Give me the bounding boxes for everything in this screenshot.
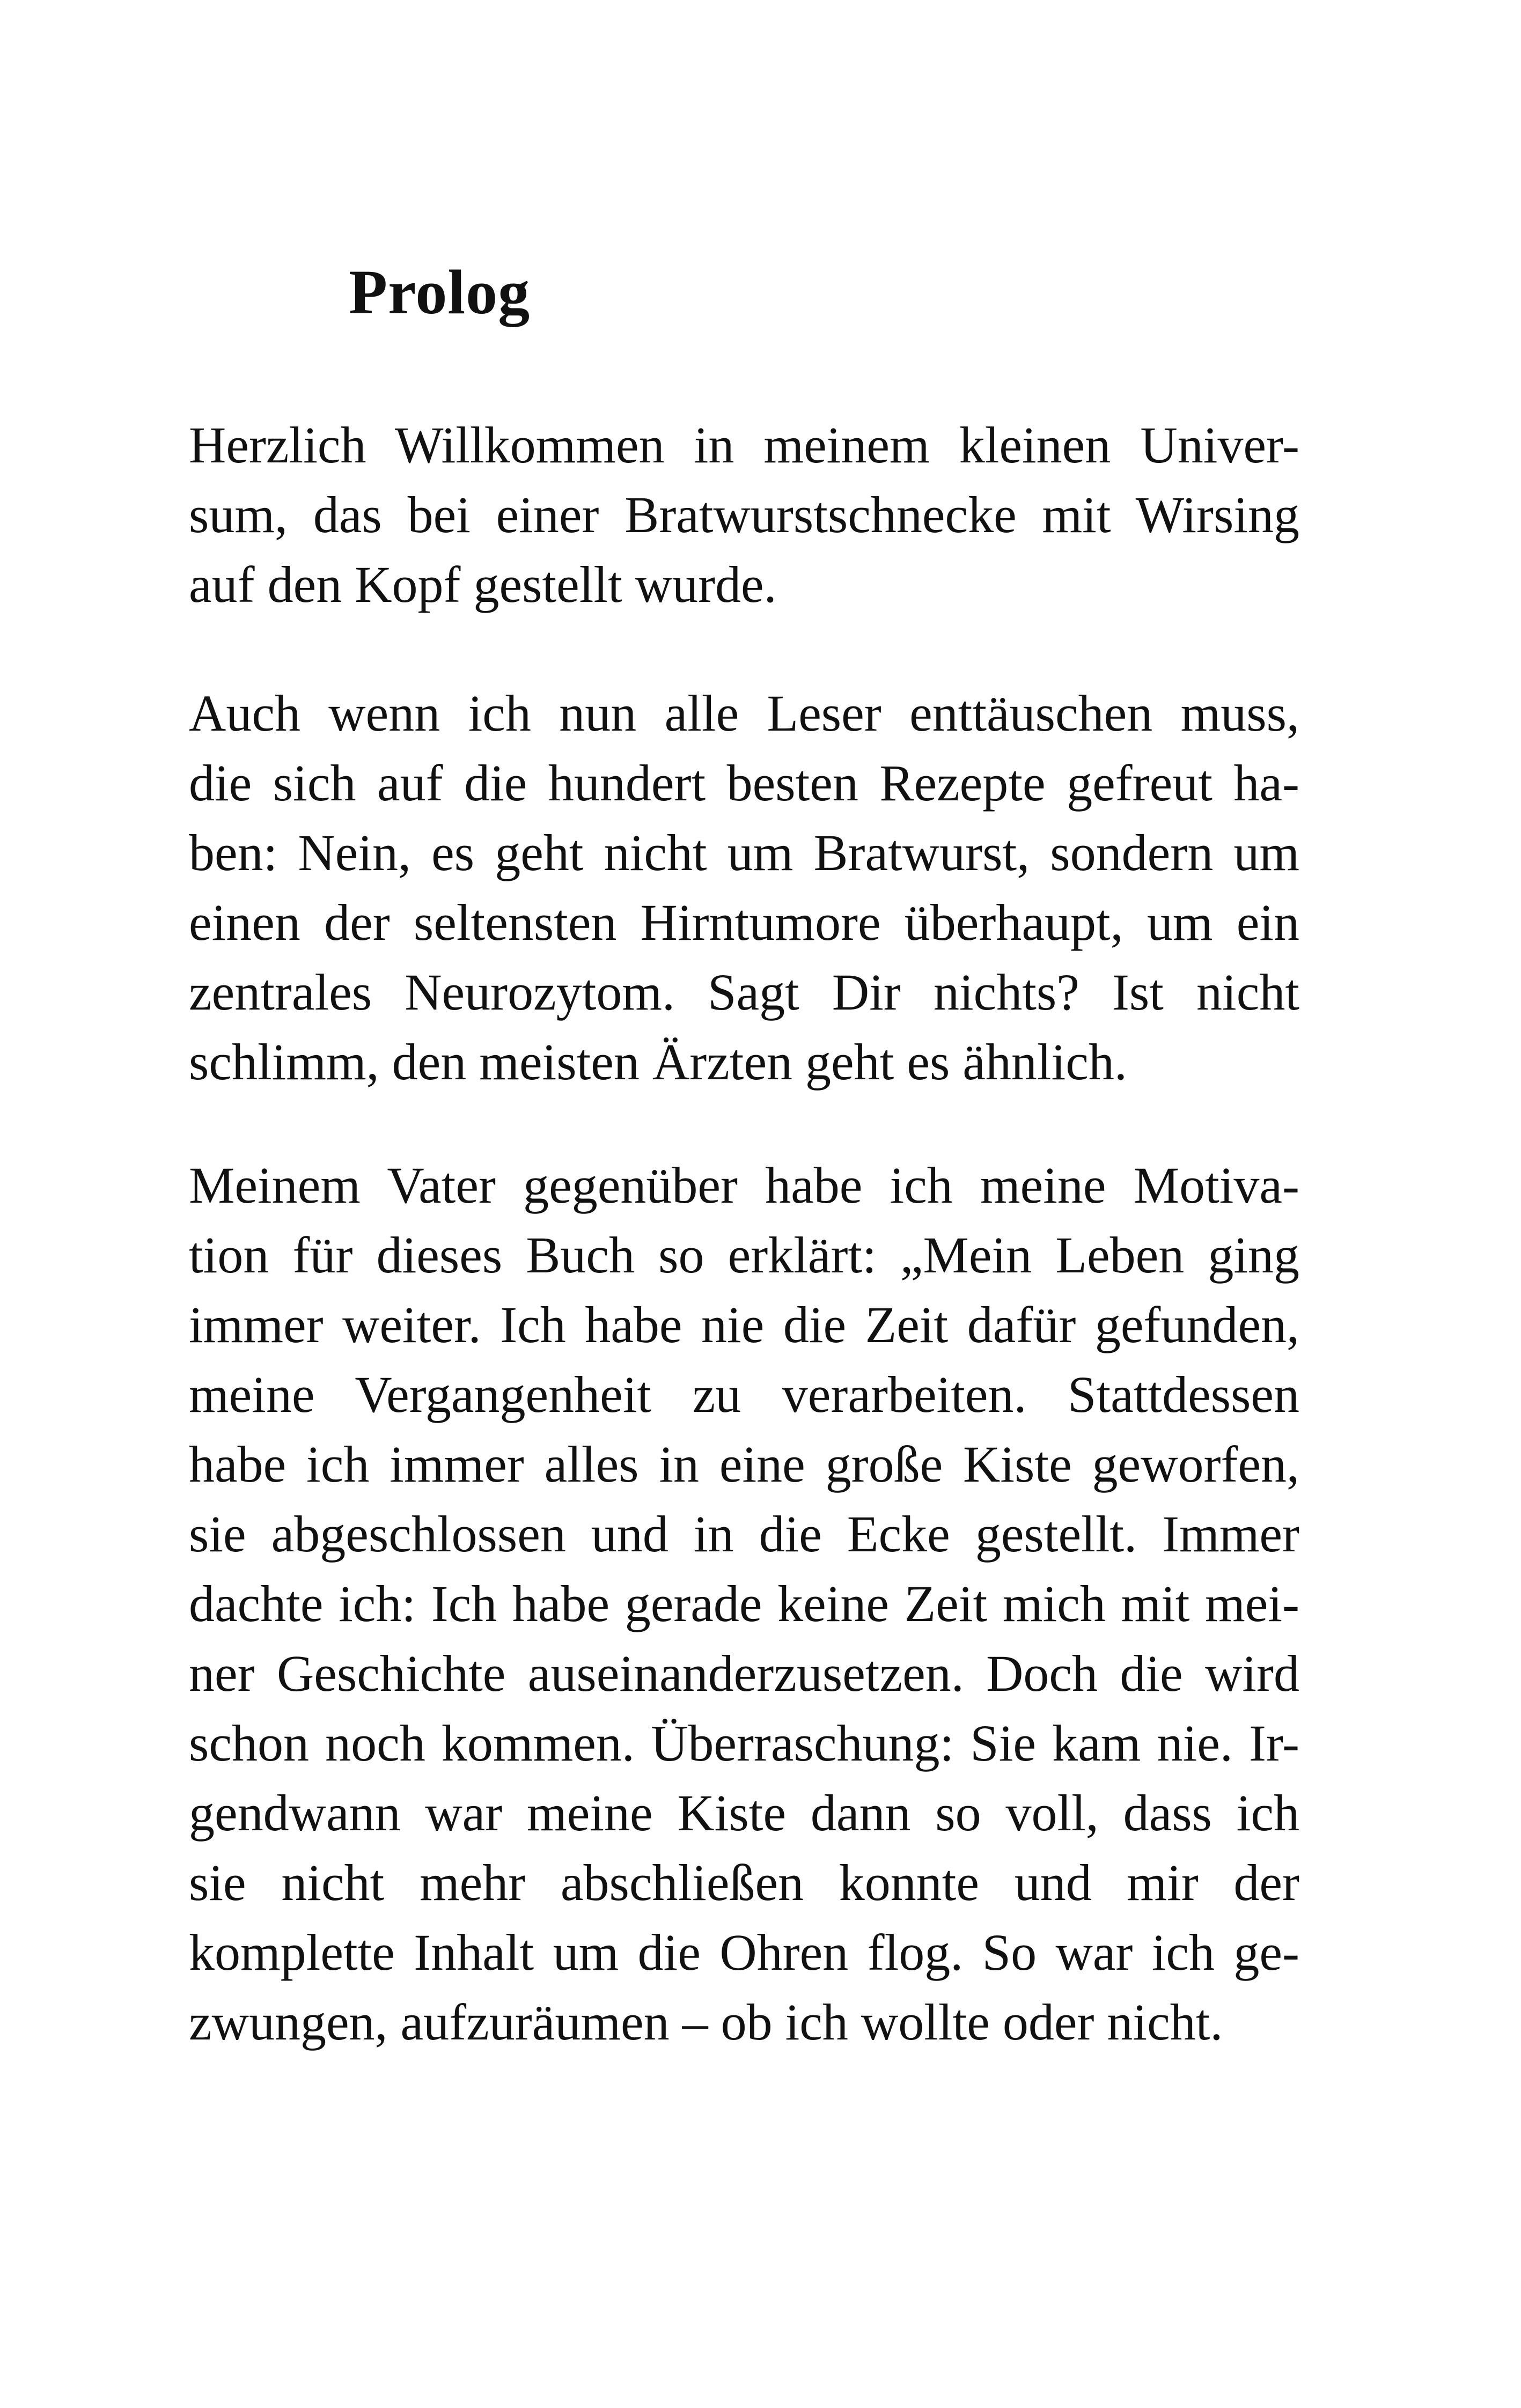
text-line: die sich auf die hundert besten Rezepte gefreut ha- <box>189 754 1299 812</box>
chapter-title: Prolog <box>349 257 531 327</box>
text-line: meine Vergangenheit zu verarbeiten. Stattdessen <box>189 1366 1299 1423</box>
text-line: zwungen, aufzuräumen – ob ich wollte oder nicht. <box>189 1993 1223 2051</box>
paragraph-3 <box>189 1151 1299 2057</box>
text-line: Auch wenn ich nun alle Leser enttäuschen muss, <box>189 684 1299 742</box>
paragraph-2 <box>189 679 1299 1097</box>
text-line: auf den Kopf gestellt wurde. <box>189 556 777 613</box>
text-line: schlimm, den meisten Ärzten geht es ähnlich. <box>189 1033 1127 1091</box>
text-line: zentrales Neurozytom. Sagt Dir nichts? Ist nicht <box>189 963 1299 1021</box>
text-line: tion für dieses Buch so erklärt: „Mein Leben ging <box>189 1226 1299 1284</box>
text-line: Meinem Vater gegenüber habe ich meine Motiva- <box>189 1157 1299 1214</box>
text-line: komplette Inhalt um die Ohren flog. So war ich ge- <box>189 1924 1299 1981</box>
text-line: Herzlich Willkommen in meinem kleinen Univer- <box>189 416 1299 474</box>
text-line: gendwann war meine Kiste dann so voll, dass ich <box>189 1784 1299 1842</box>
text-line: habe ich immer alles in eine große Kiste geworfen, <box>189 1435 1299 1493</box>
text-line: ner Geschichte auseinanderzusetzen. Doch die wird <box>189 1645 1299 1702</box>
text-line: sie abgeschlossen und in die Ecke gestellt. Immer <box>189 1505 1299 1563</box>
text-line: ben: Nein, es geht nicht um Bratwurst, sondern um <box>189 824 1299 881</box>
paragraph-1 <box>189 410 1299 620</box>
text-line: dachte ich: Ich habe gerade keine Zeit mich mit mei- <box>189 1575 1299 1632</box>
text-line: sie nicht mehr abschließen konnte und mir der <box>189 1854 1299 1911</box>
text-line: einen der seltensten Hirntumore überhaupt, um ein <box>189 894 1299 951</box>
text-line: immer weiter. Ich habe nie die Zeit dafür gefunden, <box>189 1296 1299 1353</box>
text-line: schon noch kommen. Überraschung: Sie kam nie. Ir- <box>189 1714 1299 1772</box>
text-line: sum, das bei einer Bratwurstschnecke mit Wirsing <box>189 486 1299 543</box>
